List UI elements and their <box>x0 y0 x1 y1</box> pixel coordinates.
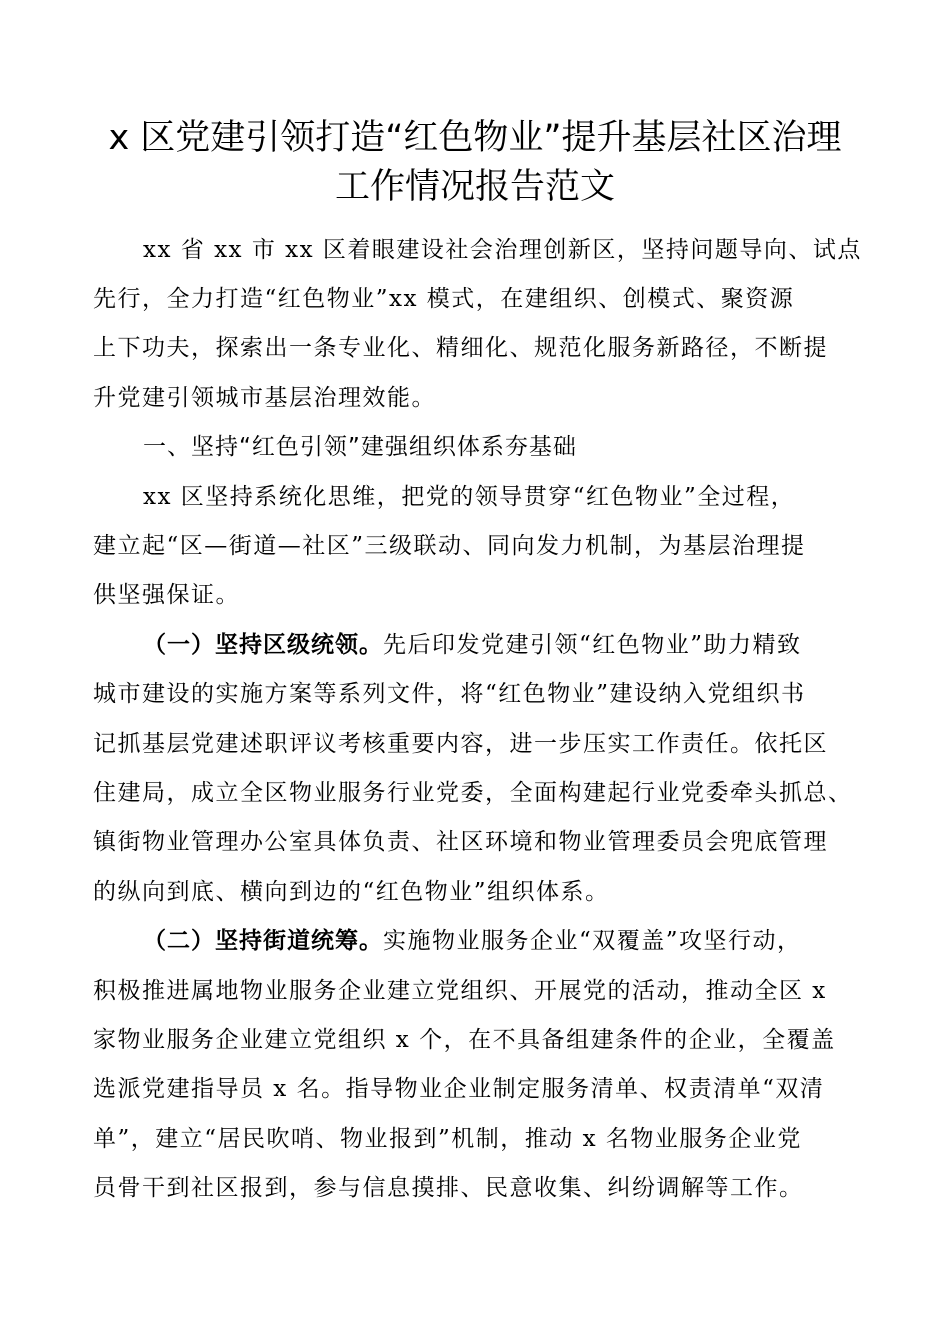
item-2-line-6: 员骨干到社区报到，参与信息摸排、民意收集、纠纷调解等工作。 <box>93 1175 804 1201</box>
item-1-lead: （一）坚持区级统领。 <box>143 632 383 658</box>
section-1-intro-line-3: 供坚强保证。 <box>93 582 240 608</box>
item-2-line-5: 单”，建立“居民吹哨、物业报到”机制，推动 x 名物业服务企业党 <box>93 1126 802 1152</box>
item-2-line-3: 家物业服务企业建立党组织 x 个，在不具备组建条件的企业，全覆盖 <box>93 1027 836 1053</box>
section-1-intro-line-1: xx 区坚持系统化思维，把党的领导贯穿“红色物业”全过程， <box>143 484 796 510</box>
item-2-line-2: 积极推进属地物业服务企业建立党组织、开展党的活动，推动全区 x <box>93 978 827 1004</box>
document-title-line-1: x 区党建引领打造“红色物业”提升基层社区治理 <box>108 118 842 158</box>
section-1-heading: 一、坚持“红色引领”建强组织体系夯基础 <box>143 434 577 460</box>
item-1-line-2: 城市建设的实施方案等系列文件，将“红色物业”建设纳入党组织书 <box>93 681 806 707</box>
item-1-line-4: 住建局，成立全区物业服务行业党委，全面构建起行业党委牵头抓总、 <box>93 780 853 806</box>
item-2-lead: （二）坚持街道统筹。 <box>143 928 383 954</box>
intro-line-1: xx 省 xx 市 xx 区着眼建设社会治理创新区，坚持问题导向、试点 <box>143 237 862 263</box>
item-1-first-line <box>143 630 918 660</box>
item-2-first-rest: 实施物业服务企业“双覆盖”攻坚行动， <box>383 928 802 954</box>
item-2-first-line <box>143 926 918 956</box>
item-1-line-6: 的纵向到底、横向到边的“红色物业”组织体系。 <box>93 879 610 905</box>
item-1-first-rest: 先后印发党建引领“红色物业”助力精致 <box>383 632 802 658</box>
intro-line-2: 先行，全力打造“红色物业”xx 模式，在建组织、创模式、聚资源 <box>93 286 795 312</box>
intro-line-3: 上下功夫，探索出一条专业化、精细化、规范化服务新路径，不断提 <box>93 335 828 361</box>
item-1-line-3: 记抓基层党建述职评议考核重要内容，进一步压实工作责任。依托区 <box>93 731 828 757</box>
item-1-line-5: 镇街物业管理办公室具体负责、社区环境和物业管理委员会兜底管理 <box>93 829 828 855</box>
document-title-line-2: 工作情况报告范文 <box>334 167 615 207</box>
item-2-line-4: 选派党建指导员 x 名。指导物业企业制定服务清单、权责清单“双清 <box>93 1076 825 1102</box>
section-1-intro-line-2: 建立起“区—街道—社区”三级联动、同向发力机制，为基层治理提 <box>93 533 806 559</box>
intro-line-4: 升党建引领城市基层治理效能。 <box>93 385 436 411</box>
